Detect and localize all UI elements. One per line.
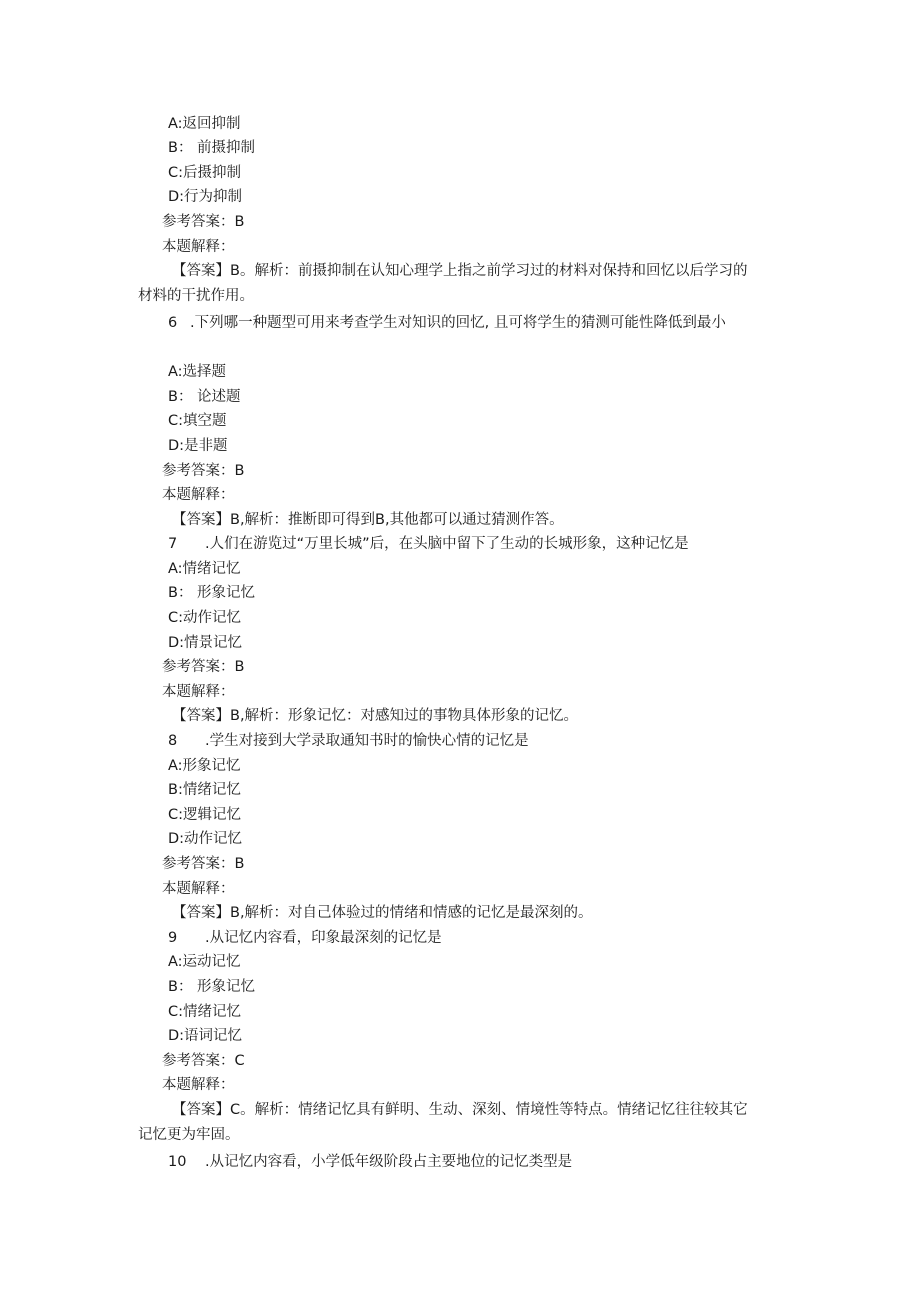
option-c: C:逻辑记忆 <box>168 807 242 823</box>
explanation-line: 【答案】C。解析：情绪记忆具有鲜明、生动、深刻、情境性等特点。情绪记忆往往较其它 <box>172 1102 748 1118</box>
option-d: D:动作记忆 <box>168 831 243 847</box>
explanation-label: 本题解释： <box>162 881 235 897</box>
question-number: 6 <box>168 315 178 331</box>
explanation-line: 【答案】B。解析：前摄抑制在认知心理学上指之前学习过的材料对保持和回忆以后学习的 <box>172 263 748 279</box>
option-c: C:情绪记忆 <box>168 1004 242 1020</box>
question-text: .人们在游览过“万里长城”后，在头脑中留下了生动的长城形象，这种记忆是 <box>205 536 689 552</box>
explanation-line: 记忆更为牢固。 <box>138 1127 240 1143</box>
option-b: B： 论述题 <box>168 389 241 405</box>
reference-answer: 参考答案：B <box>162 463 245 479</box>
explanation-label: 本题解释： <box>162 1077 235 1093</box>
question-number: 7 <box>168 536 178 552</box>
question-text: .学生对接到大学录取通知书时的愉快心情的记忆是 <box>205 733 529 749</box>
explanation-label: 本题解释： <box>162 487 235 503</box>
question-number: 8 <box>168 733 178 749</box>
option-c: C:填空题 <box>168 413 227 429</box>
option-b: B： 形象记忆 <box>168 979 256 995</box>
option-b: B： 形象记忆 <box>168 585 256 601</box>
explanation-label: 本题解释： <box>162 239 235 255</box>
option-a: A:运动记忆 <box>168 954 241 970</box>
option-a: A:选择题 <box>168 364 227 380</box>
reference-answer: 参考答案：C <box>162 1053 245 1069</box>
question-text: .从记忆内容看，小学低年级阶段占主要地位的记忆类型是 <box>205 1154 573 1170</box>
explanation-line: 材料的干扰作用。 <box>138 288 254 304</box>
option-c: C:后摄抑制 <box>168 165 242 181</box>
explanation-line: 【答案】B,解析：推断即可得到B,其他都可以通过猜测作答。 <box>172 512 564 528</box>
explanation-label: 本题解释： <box>162 684 235 700</box>
explanation-line: 【答案】B,解析：形象记忆：对感知过的事物具体形象的记忆。 <box>172 708 579 724</box>
option-a: A:形象记忆 <box>168 758 241 774</box>
option-a: A:返回抑制 <box>168 116 241 132</box>
option-b: B： 前摄抑制 <box>168 140 256 156</box>
option-d: D:行为抑制 <box>168 189 243 205</box>
explanation-line: 【答案】B,解析：对自己体验过的情绪和情感的记忆是最深刻的。 <box>172 905 593 921</box>
option-b: B:情绪记忆 <box>168 782 241 798</box>
option-c: C:动作记忆 <box>168 610 242 626</box>
option-d: D:是非题 <box>168 438 228 454</box>
reference-answer: 参考答案：B <box>162 214 245 230</box>
question-text: .下列哪一种题型可用来考查学生对知识的回忆, 且可将学生的猜测可能性降低到最小 <box>190 315 726 331</box>
question-number: 10 <box>168 1154 187 1170</box>
option-a: A:情绪记忆 <box>168 561 241 577</box>
option-d: D:语词记忆 <box>168 1028 243 1044</box>
option-d: D:情景记忆 <box>168 635 243 651</box>
question-number: 9 <box>168 930 178 946</box>
reference-answer: 参考答案：B <box>162 659 245 675</box>
question-text: .从记忆内容看，印象最深刻的记忆是 <box>205 930 442 946</box>
reference-answer: 参考答案：B <box>162 856 245 872</box>
